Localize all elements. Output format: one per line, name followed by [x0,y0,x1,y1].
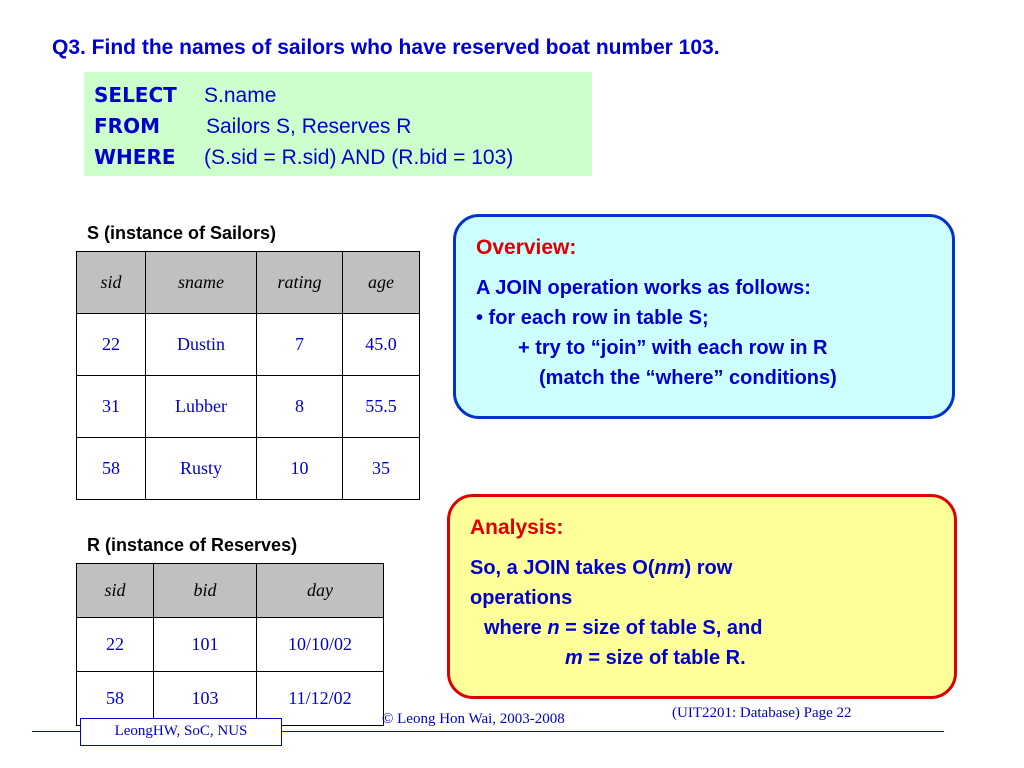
analysis-line-2: operations [470,587,573,609]
column-header: bid [154,564,257,618]
analysis-variable: m [565,647,583,669]
analysis-text: So, a JOIN takes O( [470,557,655,579]
sql-select-keyword: SELECT [94,83,177,107]
table-cell: 8 [257,376,343,438]
table-row [77,314,420,376]
analysis-callout [447,494,957,699]
analysis-variable: n [547,617,560,639]
table-cell: 11/12/02 [257,672,384,726]
sql-from-keyword: FROM [94,114,160,138]
table-cell: 31 [77,376,146,438]
reserves-table [76,563,384,726]
analysis-heading: Analysis: [470,516,564,539]
table-cell: Lubber [146,376,257,438]
table-cell: 58 [77,438,146,500]
sql-select-line [94,80,592,111]
table-row [77,438,420,500]
table-cell: 10/10/02 [257,618,384,672]
sql-select-value: S.name [204,84,277,107]
table-cell: 45.0 [343,314,420,376]
column-header: sname [146,252,257,314]
table-cell: 10 [257,438,343,500]
column-header: rating [257,252,343,314]
table-header-row [77,252,420,314]
overview-callout [453,214,955,419]
table-cell: 35 [343,438,420,500]
table-cell: 7 [257,314,343,376]
overview-subbullet: + try to “join” with each row in R [518,337,828,359]
overview-subbullet-continued: (match the “where” conditions) [539,367,837,389]
analysis-text: where [484,617,548,639]
table-cell: 103 [154,672,257,726]
table-cell: Rusty [146,438,257,500]
analysis-text: = size of table S, and [559,617,763,639]
table-cell: 55.5 [343,376,420,438]
overview-heading: Overview: [476,236,577,259]
footer-credit: LeongHW, SoC, NUS [80,718,282,746]
analysis-line-4 [470,643,934,673]
sql-where-keyword: WHERE [94,145,176,169]
slide-title: Q3. Find the names of sailors who have reserved boat number 103. [52,36,720,59]
sailors-table [76,251,420,500]
sailors-caption: S (instance of Sailors) [87,223,277,243]
sql-from-value: Sailors S, Reserves R [206,115,412,138]
analysis-variable: nm [654,557,685,579]
table-row [77,376,420,438]
analysis-line-3 [470,613,934,643]
analysis-text: = size of table R. [582,647,746,669]
column-header: day [257,564,384,618]
sql-query-box [84,72,592,176]
table-cell: 58 [77,672,154,726]
table-header-row [77,564,384,618]
footer-copyright: © Leong Hon Wai, 2003-2008 [382,711,565,727]
table-cell: 22 [77,618,154,672]
sql-where-line [94,142,592,173]
table-cell: 101 [154,618,257,672]
column-header: age [343,252,420,314]
table-cell: Dustin [146,314,257,376]
overview-bullet: • for each row in table S; [476,307,709,329]
sql-from-line [94,111,592,142]
column-header: sid [77,564,154,618]
analysis-text: ) row [684,557,733,579]
overview-line: A JOIN operation works as follows: [476,277,811,299]
sql-where-value: (S.sid = R.sid) AND (R.bid = 103) [204,146,514,169]
column-header: sid [77,252,146,314]
analysis-line-1 [470,553,934,583]
table-cell: 22 [77,314,146,376]
footer-page-number: (UIT2201: Database) Page 22 [672,705,852,721]
reserves-caption: R (instance of Reserves) [87,535,298,555]
table-row [77,618,384,672]
